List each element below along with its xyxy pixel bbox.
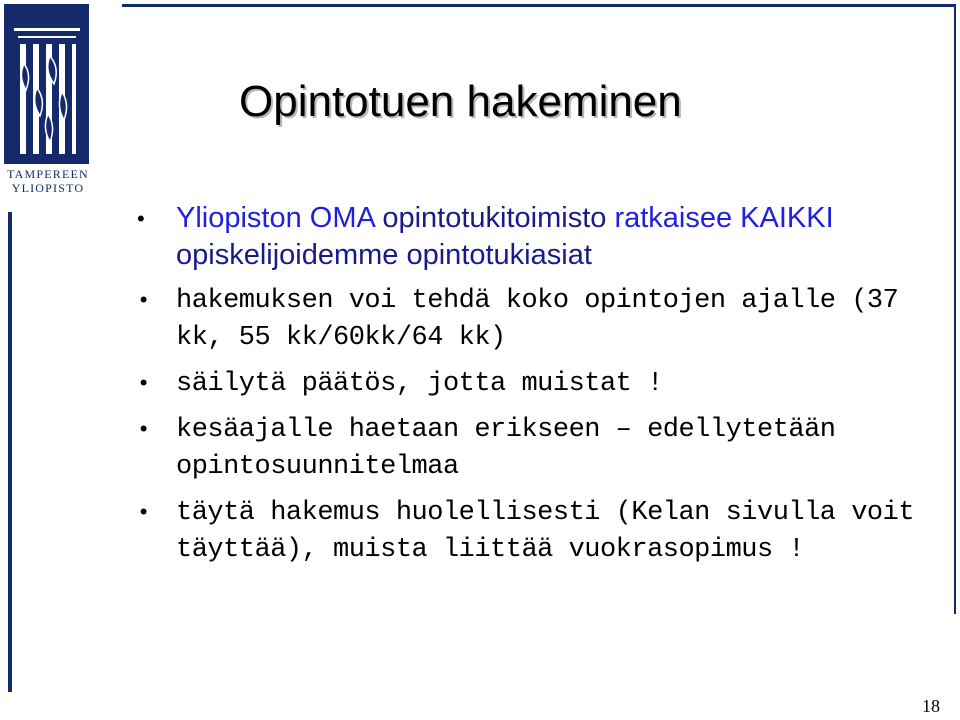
frame-top-line [122,4,956,7]
bullet-item-2: • hakemuksen voi tehdä koko opintojen ajalle (37 kk, 55 kk/60kk/64 kk) [137,283,927,357]
bullet-item-3: • säilytä päätös, jotta muistat ! [137,366,927,403]
university-name-line1: TAMPEREEN [7,167,89,181]
bullet-1-part-3: ratkaisee [614,202,733,234]
bullet-item-5: • täytä hakemus huolellisesti (Kelan sivulla voit täyttää), muista liittää vuokrasopimus ! [137,495,927,569]
slide-title: Opintotuen hakeminen [239,77,682,126]
frame-right-line [954,4,956,614]
bullet-1-part-4 [732,202,740,234]
bullet-item-1 [137,200,927,274]
university-logo [4,4,89,164]
bullet-list [137,200,927,578]
bullet-1-part-5: KAIKKI [740,202,834,234]
page-number: 18 [922,696,940,716]
university-name-line2: YLIOPISTO [11,181,85,195]
university-name [0,167,96,195]
bullet-1-part-1: Yliopiston OMA [176,202,375,234]
frame-left-line [8,212,12,692]
bullet-item-4: • kesäajalle haetaan erikseen – edellytetään opintosuunnitelmaa [137,412,927,486]
university-columns-logo-icon [4,4,89,164]
bullet-1-part-6: opiskelijoidemme opintotukiasiat [176,239,592,271]
bullet-1-part-2: opintotukitoimisto [374,202,615,234]
